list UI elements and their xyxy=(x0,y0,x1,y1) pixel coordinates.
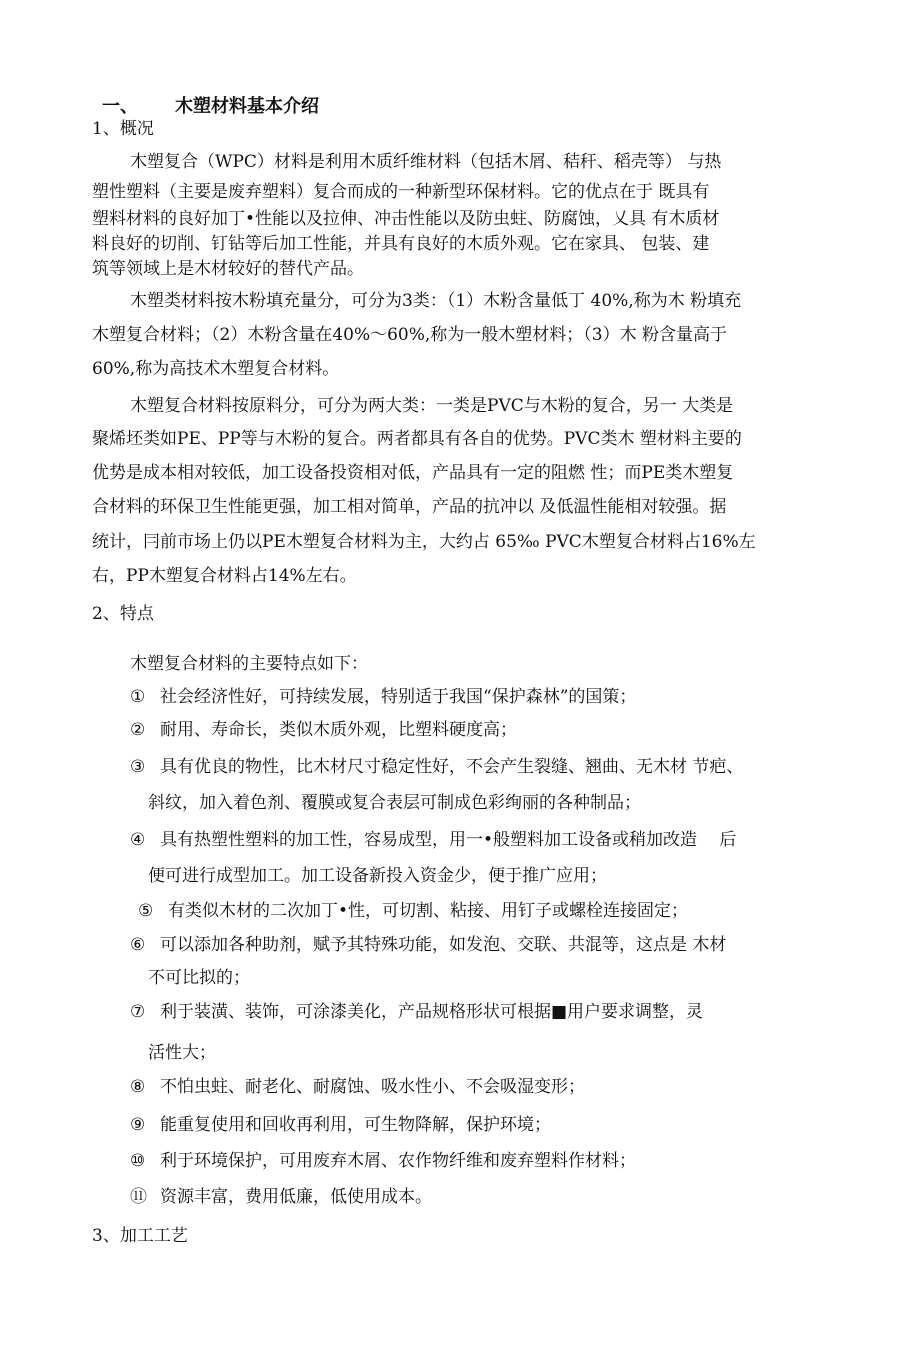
list-item xyxy=(138,899,688,923)
item-number: ⑨ xyxy=(130,1115,146,1135)
section-heading-features: 2、特点 xyxy=(92,604,154,624)
item-number: ⑪ xyxy=(130,1187,147,1207)
list-item xyxy=(130,755,743,779)
item-text: 资源丰富，费用低廉，低使用成本。 xyxy=(160,1187,432,1207)
item-text: 利于装潢、装饰，可涂漆美化，产品规格形状可根据■用户要求调整，灵 xyxy=(160,1002,704,1022)
item-text: 能重复使用和回收再利用，可生物降解，保护环境； xyxy=(160,1115,551,1135)
item-text: 可以添加各种助剂，赋予其特殊功能，如发泡、交联、共混等，这点是 木材 xyxy=(160,935,727,955)
item-text: 具有优良的物性，比木材尺寸稳定性好，不会产生裂缝、翘曲、无木材 节疤、 xyxy=(160,757,744,777)
item-continuation: 便可进行成型加工。加工设备新投入资金少，便于推广应用； xyxy=(148,866,607,886)
item-continuation: 活性大； xyxy=(148,1043,216,1063)
paragraph-line: 料良好的切削、钉钻等后加工性能，并具有良好的木质外观。它在家具、 包装、建 xyxy=(92,234,710,254)
section-heading-processing: 3、加工工艺 xyxy=(92,1226,188,1246)
list-item xyxy=(130,718,517,742)
item-number: ⑧ xyxy=(130,1077,146,1097)
list-item xyxy=(130,828,736,852)
paragraph-line: 右，PP木塑复合材料占14%左右。 xyxy=(92,566,357,586)
list-item xyxy=(130,933,726,957)
item-number: ⑩ xyxy=(130,1151,146,1171)
paragraph-line: 60%,称为高技术木塑复合材料。 xyxy=(92,359,340,379)
item-number: ⑦ xyxy=(130,1002,146,1022)
item-text: 具有热塑性塑料的加工性，容易成型，用一•般塑料加工设备或稍加改造 后 xyxy=(160,830,737,850)
item-number: ⑤ xyxy=(138,901,154,921)
paragraph-line: 优势是成本相对较低，加工设备投资相对低，产品具有一定的阻燃 性；而PE类木塑复 xyxy=(92,463,734,483)
paragraph-line: 合材料的环保卫生性能更强，加工相对简单，产品的抗冲以 及低温性能相对较强。据 xyxy=(92,497,727,517)
item-text: 不怕虫蛀、耐老化、耐腐蚀、吸水性小、不会吸湿变形； xyxy=(160,1077,585,1097)
paragraph-line: 塑料材料的良好加丁•性能以及拉伸、冲击性能以及防虫蛀、防腐蚀，乂具 有木质材 xyxy=(92,209,720,229)
paragraph-line: 木塑复合材料按原料分，可分为两大类：一类是PVC与木粉的复合，另一 大类是 xyxy=(130,396,734,416)
page-title: 木塑材料基本介绍 xyxy=(175,96,319,117)
item-text: 社会经济性好，可持续发展，特别适于我国“保护森林”的国策； xyxy=(160,687,637,707)
item-number: ④ xyxy=(130,830,146,850)
item-text: 利于环境保护，可用废弃木屑、农作物纤维和废弃塑料作材料； xyxy=(160,1151,636,1171)
list-item xyxy=(130,1113,551,1137)
paragraph-line: 木塑复合（WPC）材料是利用木质纤维材料（包括木屑、秸秆、稻壳等） 与热 xyxy=(130,152,722,172)
features-intro: 木塑复合材料的主要特点如下： xyxy=(130,654,368,674)
list-item xyxy=(130,1149,636,1173)
paragraph-line: 木塑复合材料；（2）木粉含量在40%～60%,称为一般木塑材料；（3）木 粉含量高于 xyxy=(92,325,728,345)
item-continuation: 斜纹，加入着色剂、覆膜或复合表层可制成色彩绚丽的各种制品； xyxy=(148,793,641,813)
title-number: 一、 xyxy=(102,96,138,117)
list-item xyxy=(130,1000,703,1024)
paragraph-line: 聚烯坯类如PE、PP等与木粉的复合。两者都具有各自的优势。PVC类木 塑材料主要的 xyxy=(92,429,742,449)
paragraph-line: 木塑类材料按木粉填充量分，可分为3类：（1）木粉含量低丁 40%,称为木 粉填充 xyxy=(130,291,742,311)
list-item xyxy=(130,1185,432,1209)
section-heading-overview: 1、概况 xyxy=(92,119,154,139)
item-continuation: 不可比拟的； xyxy=(148,968,250,988)
paragraph-line: 塑性塑料（主要是废弃塑料）复合而成的一种新型环保材料。它的优点在于 既具有 xyxy=(92,182,710,202)
item-number: ③ xyxy=(130,757,146,777)
item-text: 有类似木材的二次加丁•性，可切割、粘接、用钉子或螺栓连接固定； xyxy=(168,901,689,921)
paragraph-line: 筑等领域上是木材较好的替代产品。 xyxy=(92,259,364,279)
list-item xyxy=(130,1075,585,1099)
list-item xyxy=(130,685,636,709)
item-text: 耐用、寿命长，类似木质外观，比塑料硬度高； xyxy=(160,720,517,740)
item-number: ② xyxy=(130,720,146,740)
item-number: ① xyxy=(130,687,146,707)
item-number: ⑥ xyxy=(130,935,146,955)
paragraph-line: 统计，冃前市场上仍以PE木塑复合材料为主，大约占 65‰ PVC木塑复合材料占16%左 xyxy=(92,532,756,552)
